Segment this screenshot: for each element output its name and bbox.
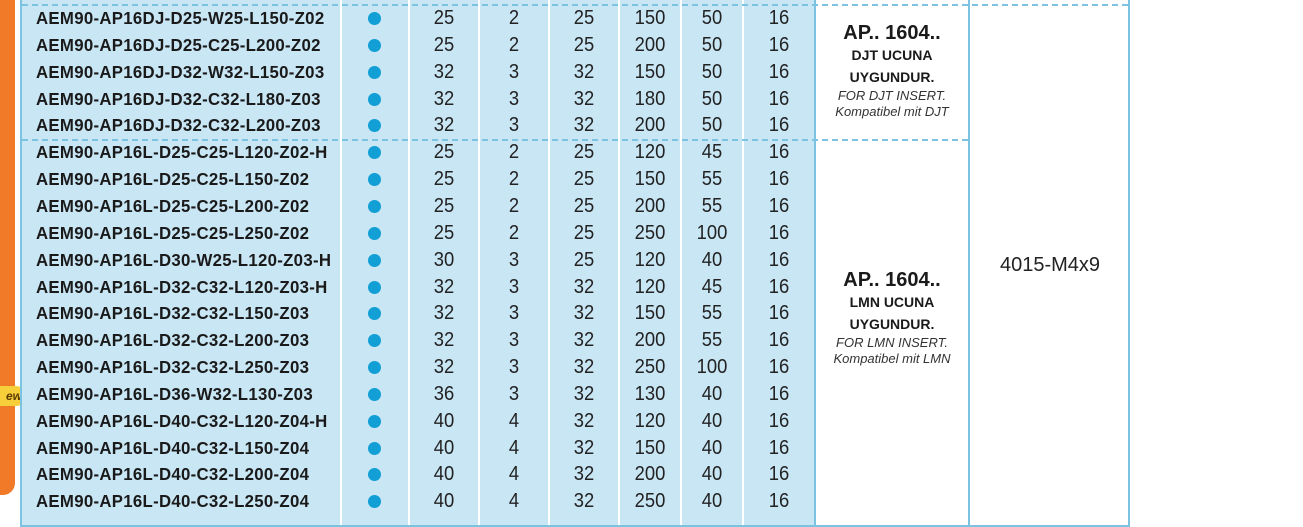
note-djt-line2: UYGUNDUR. (849, 69, 935, 85)
availability-dot-icon (368, 468, 381, 481)
cell-d: 25 (433, 168, 455, 191)
note-djt-ref: AP.. 1604.. (843, 22, 941, 44)
table-row (22, 32, 814, 59)
cell-d: 32 (433, 87, 455, 110)
cell-a: 16 (768, 221, 790, 244)
cell-a: 16 (768, 463, 790, 486)
note-lmn-de: Kompatibel mit LMN (833, 351, 951, 366)
cell-d: 25 (433, 33, 455, 56)
cell-z: 4 (508, 409, 520, 432)
cell-shank: 25 (573, 7, 595, 29)
cell-d: 32 (433, 356, 455, 379)
availability-dot-icon (368, 415, 381, 428)
cell-d: 25 (433, 194, 455, 217)
table-row (22, 5, 814, 32)
cell-shank: 32 (573, 114, 595, 137)
availability-dot-icon (368, 442, 381, 455)
table-row (22, 86, 814, 113)
cell-a: 16 (768, 382, 790, 405)
note-lmn-line1: LMN UCUNA (849, 294, 935, 310)
availability-dot-icon (368, 361, 381, 374)
cell-l2: 50 (701, 7, 723, 29)
cell-shank: 32 (573, 436, 595, 459)
cell-length: 120 (634, 275, 666, 298)
cell-a: 16 (768, 409, 790, 432)
group-separator (22, 139, 968, 141)
cell-a: 16 (768, 329, 790, 352)
cell-z: 2 (508, 141, 520, 164)
cell-length: 250 (634, 221, 666, 244)
product-code: AEM90-AP16L-D30-W25-L120-Z03-H (36, 249, 332, 270)
cell-shank: 25 (573, 33, 595, 56)
cell-length: 120 (634, 141, 666, 164)
cell-z: 3 (508, 87, 520, 110)
product-code: AEM90-AP16L-D32-C32-L250-Z03 (36, 357, 310, 378)
cell-z: 3 (508, 302, 520, 325)
product-code: AEM90-AP16L-D32-C32-L150-Z03 (36, 303, 310, 324)
cell-z: 3 (508, 356, 520, 379)
cell-l2: 40 (701, 490, 723, 513)
cell-shank: 25 (573, 221, 595, 244)
cell-l2: 50 (701, 60, 723, 83)
cell-shank: 32 (573, 490, 595, 513)
note-djt (816, 22, 968, 120)
table-row (22, 354, 814, 381)
section-tab (0, 0, 15, 495)
cell-z: 3 (508, 60, 520, 83)
cell-a: 16 (768, 436, 790, 459)
table-row (22, 139, 814, 166)
table-row (22, 166, 814, 193)
cell-shank: 32 (573, 302, 595, 325)
cell-z: 2 (508, 194, 520, 217)
screw-code: 4015-M4x9 (999, 254, 1101, 276)
cell-l2: 40 (701, 463, 723, 486)
cell-shank: 25 (573, 248, 595, 271)
cell-length: 130 (634, 382, 666, 405)
availability-dot-icon (368, 39, 381, 52)
table-row (22, 435, 814, 462)
note-lmn (816, 269, 968, 367)
cell-length: 250 (634, 356, 666, 379)
cell-d: 25 (433, 7, 455, 29)
cell-d: 32 (433, 114, 455, 137)
note-djt-line1: DJT UCUNA (851, 47, 933, 63)
table-row (22, 461, 814, 488)
cell-length: 120 (634, 409, 666, 432)
product-code: AEM90-AP16L-D32-C32-L120-Z03-H (36, 276, 328, 297)
cell-a: 16 (768, 356, 790, 379)
cell-shank: 25 (573, 141, 595, 164)
cell-a: 16 (768, 194, 790, 217)
product-code: AEM90-AP16L-D40-C32-L250-Z04 (36, 491, 310, 512)
product-code: AEM90-AP16L-D25-C25-L200-Z02 (36, 195, 310, 216)
product-code: AEM90-AP16L-D40-C32-L150-Z04 (36, 437, 310, 458)
product-code: AEM90-AP16L-D40-C32-L200-Z04 (36, 464, 310, 485)
cell-z: 3 (508, 382, 520, 405)
product-code: AEM90-AP16DJ-D32-W32-L150-Z03 (36, 61, 325, 82)
cell-l2: 40 (701, 409, 723, 432)
row-separator (22, 4, 1128, 6)
cell-d: 32 (433, 275, 455, 298)
cell-z: 4 (508, 490, 520, 513)
cell-a: 16 (768, 114, 790, 137)
table-row (22, 220, 814, 247)
product-code: AEM90-AP16L-D32-C32-L200-Z03 (36, 330, 310, 351)
cell-shank: 32 (573, 382, 595, 405)
cell-length: 150 (634, 302, 666, 325)
availability-dot-icon (368, 388, 381, 401)
cell-d: 32 (433, 329, 455, 352)
availability-dot-icon (368, 119, 381, 132)
cell-a: 16 (768, 490, 790, 513)
cell-a: 16 (768, 7, 790, 29)
cell-l2: 40 (701, 436, 723, 459)
cell-d: 32 (433, 60, 455, 83)
product-code: AEM90-AP16L-D25-C25-L120-Z02-H (36, 142, 328, 163)
cell-z: 4 (508, 463, 520, 486)
table-row (22, 274, 814, 301)
product-code: AEM90-AP16DJ-D32-C32-L200-Z03 (36, 115, 321, 136)
cell-z: 3 (508, 329, 520, 352)
cell-shank: 32 (573, 275, 595, 298)
cell-z: 2 (508, 221, 520, 244)
cell-l2: 55 (701, 329, 723, 352)
cell-length: 250 (634, 490, 666, 513)
note-lmn-en: FOR LMN INSERT. (836, 335, 948, 350)
cell-d: 40 (433, 436, 455, 459)
cell-l2: 45 (701, 141, 723, 164)
note-djt-en: FOR DJT INSERT. (837, 88, 947, 103)
availability-dot-icon (368, 254, 381, 267)
cell-l2: 50 (701, 114, 723, 137)
cell-d: 25 (433, 141, 455, 164)
cell-a: 16 (768, 60, 790, 83)
cell-d: 32 (433, 302, 455, 325)
cell-length: 200 (634, 329, 666, 352)
table-row (22, 59, 814, 86)
availability-dot-icon (368, 173, 381, 186)
cell-length: 200 (634, 194, 666, 217)
product-code: AEM90-AP16L-D40-C32-L120-Z04-H (36, 410, 328, 431)
cell-shank: 25 (573, 168, 595, 191)
availability-dot-icon (368, 307, 381, 320)
product-code: AEM90-AP16DJ-D25-W25-L150-Z02 (36, 8, 325, 28)
cell-length: 150 (634, 168, 666, 191)
product-code: AEM90-AP16DJ-D32-C32-L180-Z03 (36, 88, 321, 109)
cell-l2: 100 (696, 221, 728, 244)
cell-shank: 32 (573, 329, 595, 352)
cell-z: 2 (508, 168, 520, 191)
cell-z: 2 (508, 7, 520, 29)
cell-length: 150 (634, 60, 666, 83)
table-row (22, 247, 814, 274)
cell-shank: 32 (573, 463, 595, 486)
cell-length: 150 (634, 436, 666, 459)
availability-dot-icon (368, 281, 381, 294)
cell-l2: 55 (701, 302, 723, 325)
cell-l2: 40 (701, 248, 723, 271)
product-code: AEM90-AP16L-D25-C25-L150-Z02 (36, 169, 310, 190)
availability-dot-icon (368, 200, 381, 213)
cell-shank: 32 (573, 60, 595, 83)
availability-dot-icon (368, 93, 381, 106)
cell-l2: 100 (696, 356, 728, 379)
availability-dot-icon (368, 12, 381, 25)
availability-dot-icon (368, 66, 381, 79)
cell-a: 16 (768, 168, 790, 191)
table-row (22, 381, 814, 408)
product-code: AEM90-AP16DJ-D25-C25-L200-Z02 (36, 34, 321, 55)
cell-length: 150 (634, 7, 666, 29)
table-row (22, 327, 814, 354)
cell-shank: 32 (573, 409, 595, 432)
cell-shank: 25 (573, 194, 595, 217)
cell-z: 3 (508, 248, 520, 271)
product-table (20, 0, 1130, 527)
availability-dot-icon (368, 227, 381, 240)
availability-dot-icon (368, 495, 381, 508)
cell-d: 25 (433, 221, 455, 244)
cell-shank: 32 (573, 87, 595, 110)
product-code: AEM90-AP16L-D36-W32-L130-Z03 (36, 383, 313, 404)
cell-l2: 55 (701, 194, 723, 217)
table-row (22, 488, 814, 515)
new-badge: ew (0, 386, 26, 406)
cell-d: 40 (433, 490, 455, 513)
table-row (22, 300, 814, 327)
cell-l2: 50 (701, 87, 723, 110)
cell-l2: 40 (701, 382, 723, 405)
table-row (22, 193, 814, 220)
note-djt-de: Kompatibel mit DJT (835, 104, 949, 119)
cell-z: 3 (508, 114, 520, 137)
cell-length: 200 (634, 114, 666, 137)
cell-z: 3 (508, 275, 520, 298)
note-lmn-ref: AP.. 1604.. (843, 269, 941, 291)
availability-dot-icon (368, 334, 381, 347)
note-lmn-line2: UYGUNDUR. (849, 316, 935, 332)
cell-d: 40 (433, 463, 455, 486)
product-code: AEM90-AP16L-D25-C25-L250-Z02 (36, 222, 310, 243)
cell-length: 200 (634, 33, 666, 56)
table-row (22, 408, 814, 435)
cell-length: 120 (634, 248, 666, 271)
cell-z: 4 (508, 436, 520, 459)
table-row (22, 112, 814, 139)
cell-a: 16 (768, 87, 790, 110)
cell-l2: 50 (701, 33, 723, 56)
cell-z: 2 (508, 33, 520, 56)
cell-d: 36 (433, 382, 455, 405)
cell-d: 40 (433, 409, 455, 432)
cell-a: 16 (768, 141, 790, 164)
cell-a: 16 (768, 33, 790, 56)
cell-d: 30 (433, 248, 455, 271)
cell-a: 16 (768, 275, 790, 298)
cell-a: 16 (768, 248, 790, 271)
cell-shank: 32 (573, 356, 595, 379)
cell-length: 180 (634, 87, 666, 110)
cell-l2: 45 (701, 275, 723, 298)
cell-length: 200 (634, 463, 666, 486)
cell-l2: 55 (701, 168, 723, 191)
cell-a: 16 (768, 302, 790, 325)
availability-dot-icon (368, 146, 381, 159)
